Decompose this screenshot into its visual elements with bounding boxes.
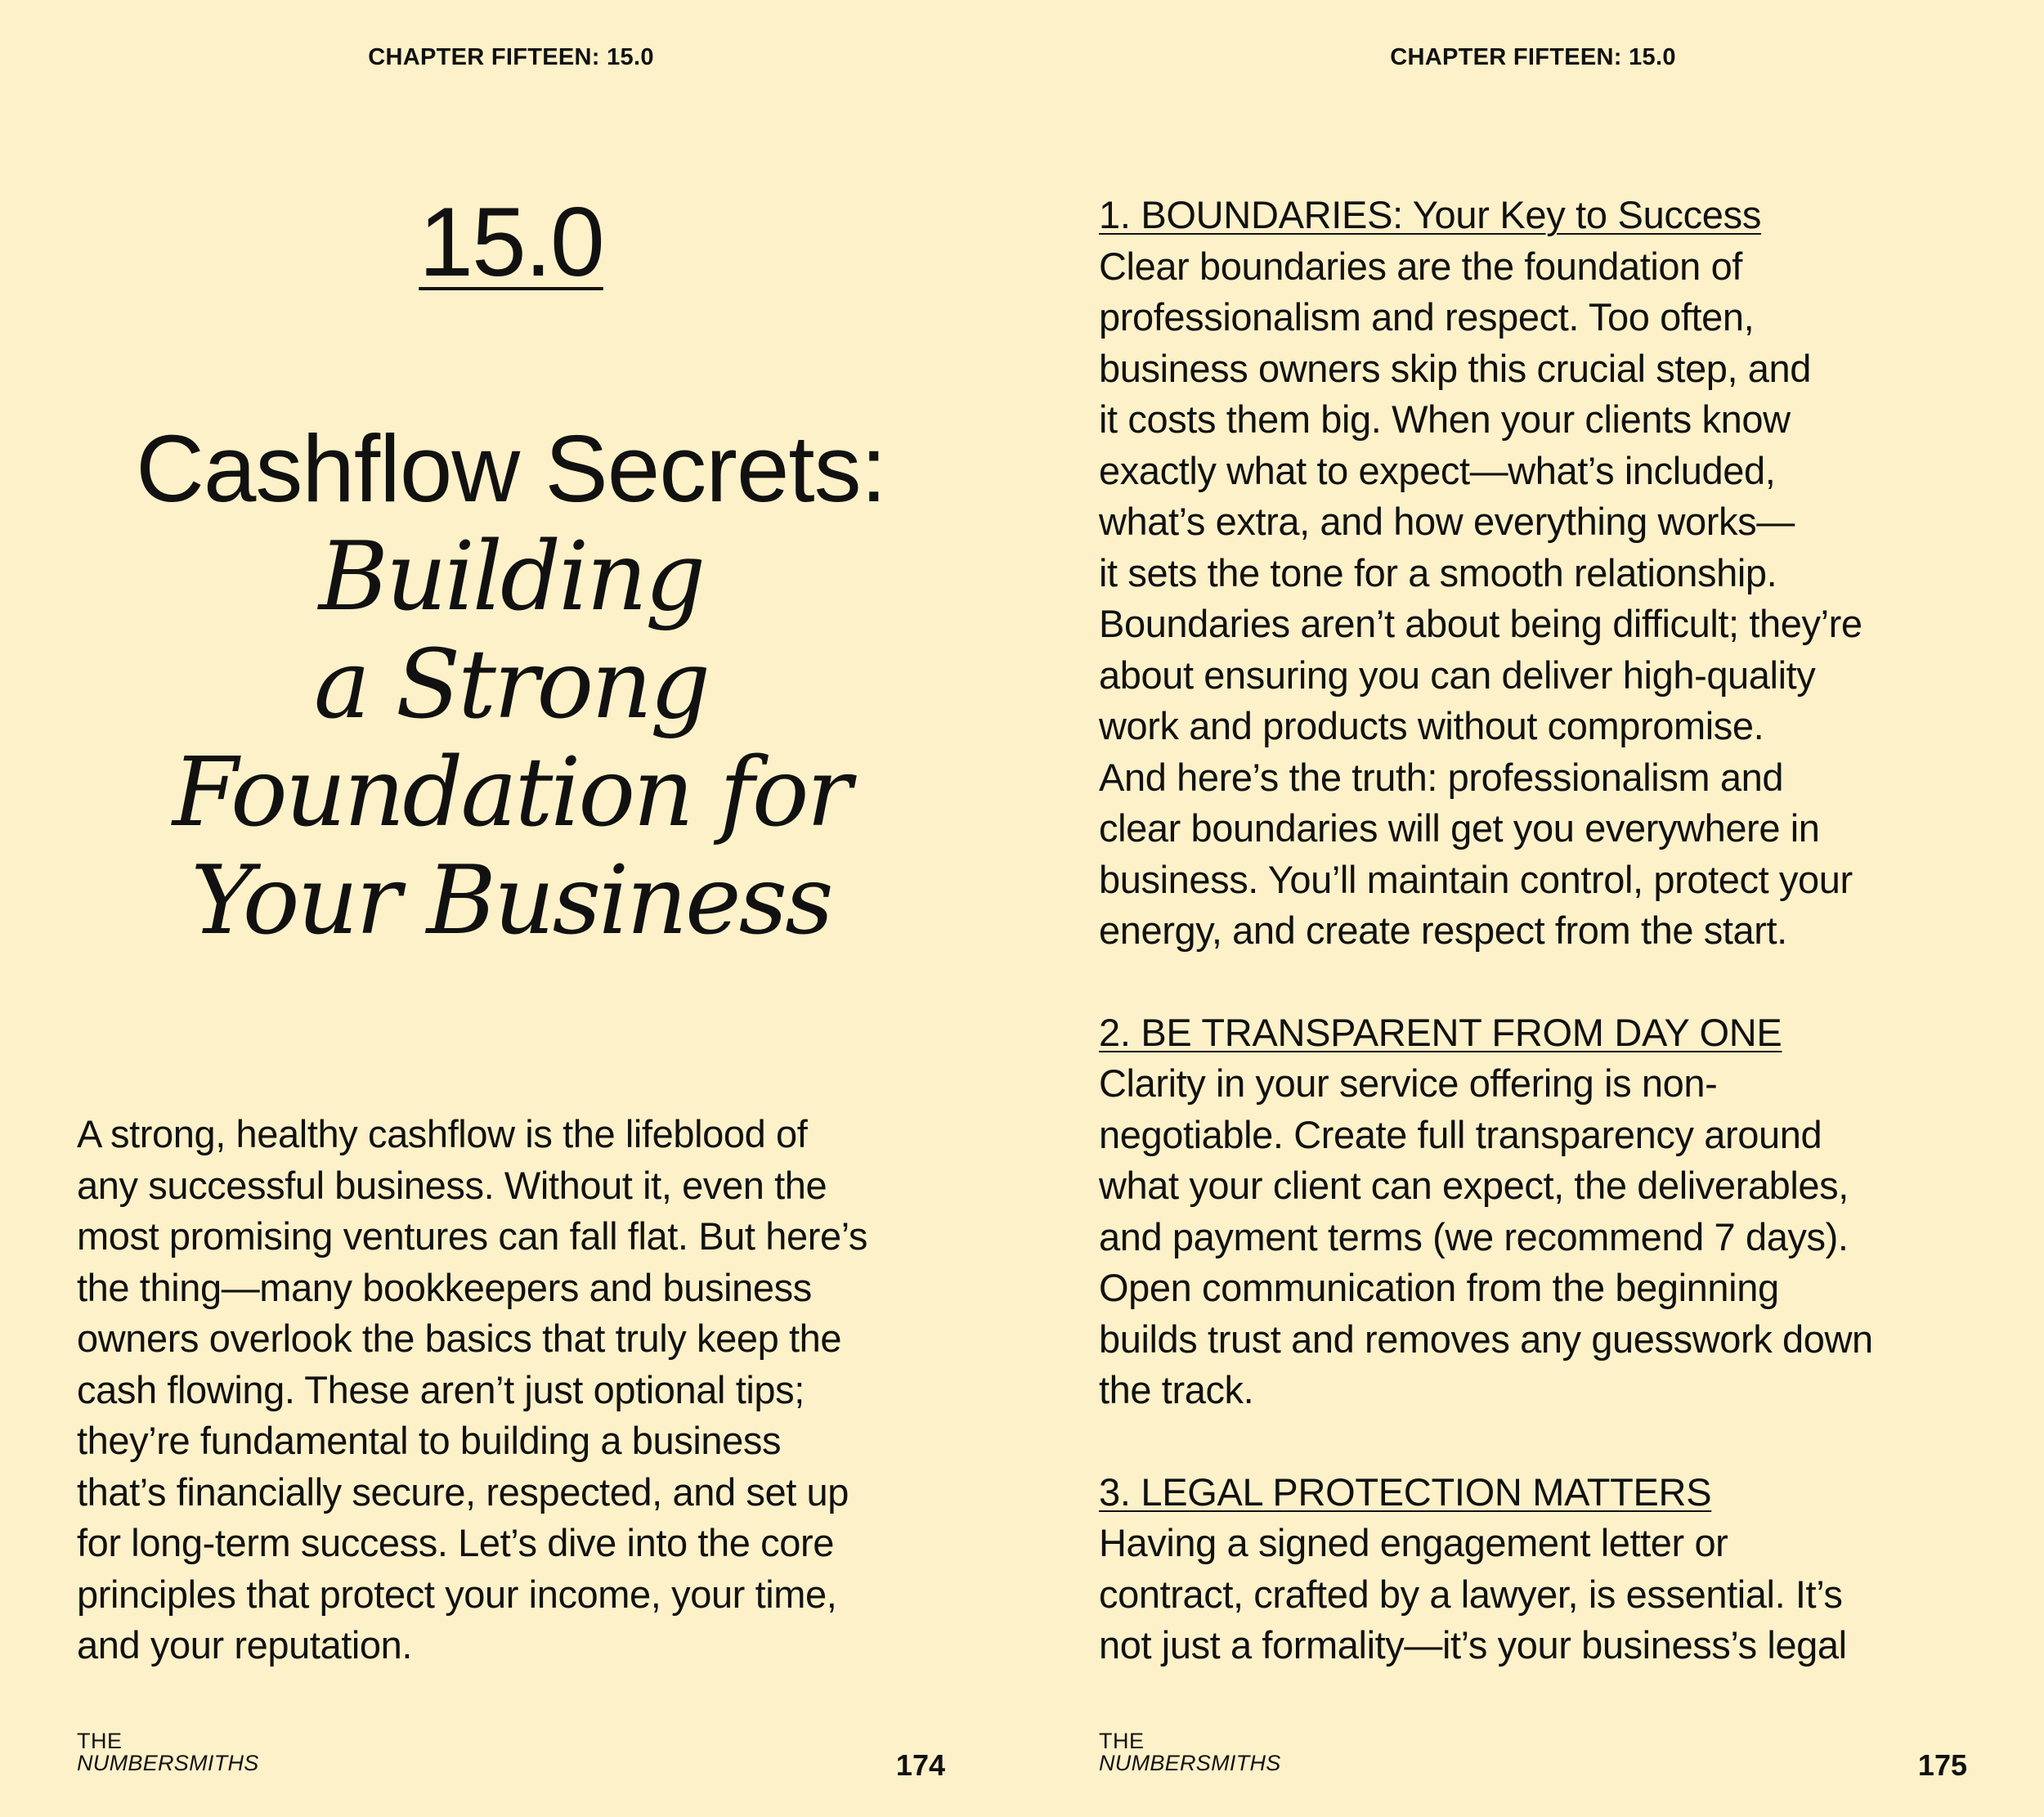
body-line: negotiable. Create full transparency around: [1099, 1112, 1822, 1156]
body-line: energy, and create respect from the start.: [1099, 908, 1787, 952]
logo-line-1: THE: [1099, 1729, 1145, 1753]
intro-line: they’re fundamental to building a business: [77, 1419, 782, 1462]
logo-line-1: THE: [77, 1729, 123, 1753]
body-line: professionalism and respect. Too often,: [1099, 295, 1755, 339]
body-line: business owners skip this crucial step, and: [1099, 346, 1812, 390]
section-body: [1099, 1058, 2006, 1416]
body-line: the track.: [1099, 1368, 1254, 1411]
intro-line: any successful business. Without it, even the: [77, 1163, 827, 1207]
body-line: what your client can expect, the deliverables,: [1099, 1164, 1849, 1207]
body-line: And here’s the truth: professionalism and: [1099, 755, 1784, 799]
numbersmiths-logo: [77, 1730, 259, 1774]
intro-line: for long-term success. Let’s dive into the core: [77, 1521, 834, 1564]
intro-line: most promising ventures can fall flat. But here’s: [77, 1214, 867, 1258]
chapter-number: [0, 187, 1022, 297]
body-line: business. You’ll maintain control, protect your: [1099, 857, 1853, 901]
running-head: CHAPTER FIFTEEN: 15.0: [1390, 44, 1676, 70]
body-line: about ensuring you can deliver high-quality: [1099, 653, 1816, 697]
intro-line: A strong, healthy cashflow is the lifeblood of: [77, 1112, 808, 1155]
logo-line-2: NUMBERSMITHS: [1099, 1751, 1281, 1775]
body-line: exactly what to expect—what’s included,: [1099, 448, 1776, 492]
numbersmiths-logo: [1099, 1730, 1281, 1774]
running-head: CHAPTER FIFTEEN: 15.0: [368, 44, 654, 70]
section-heading: 2. BE TRANSPARENT FROM DAY ONE: [1099, 1010, 1782, 1054]
body-line: clear boundaries will get you everywhere in: [1099, 806, 1820, 850]
logo-line-2: NUMBERSMITHS: [77, 1751, 259, 1775]
section-heading: 1. BOUNDARIES: Your Key to Success: [1099, 193, 1762, 236]
section-transparency: [1099, 1007, 2006, 1416]
chapter-title: Cashflow Secrets:: [136, 415, 886, 522]
body-line: it costs them big. When your clients know: [1099, 397, 1791, 441]
body-line: and payment terms (we recommend 7 days).: [1099, 1214, 1849, 1258]
intro-line: the thing—many bookkeepers and business: [77, 1265, 812, 1309]
body-line: work and products without compromise.: [1099, 704, 1764, 747]
right-page: [1022, 0, 2044, 1817]
body-line: it sets the tone for a smooth relationship.: [1099, 550, 1777, 594]
subtitle-line: a Strong: [313, 630, 709, 740]
body-line: not just a formality—it’s your business’s legal: [1099, 1623, 1847, 1667]
section-legal: [1099, 1467, 2006, 1671]
subtitle-line: Foundation for: [172, 738, 850, 848]
intro-paragraph: [77, 1109, 960, 1671]
section-body: [1099, 241, 2006, 957]
page-number: 175: [1917, 1748, 1967, 1782]
body-line: builds trust and removes any guesswork down: [1099, 1317, 1873, 1361]
body-line: Clear boundaries are the foundation of: [1099, 244, 1742, 288]
body-line: Boundaries aren’t about being difficult; they’re: [1099, 602, 1862, 645]
section-body: [1099, 1518, 2006, 1671]
intro-line: that’s financially secure, respected, and set up: [77, 1469, 849, 1514]
body-line: Clarity in your service offering is non-: [1099, 1061, 1718, 1105]
intro-line: principles that protect your income, your time,: [77, 1572, 837, 1616]
body-line: contract, crafted by a lawyer, is essential. It’s: [1099, 1572, 1843, 1616]
body-line: Having a signed engagement letter or: [1099, 1521, 1728, 1564]
chapter-subtitle: [0, 523, 1022, 955]
page-number: 174: [895, 1748, 945, 1782]
section-boundaries: [1099, 190, 2006, 957]
body-line: Open communication from the beginning: [1099, 1266, 1779, 1309]
subtitle-line: Building: [318, 522, 704, 632]
intro-line: owners overlook the basics that truly keep the: [77, 1317, 842, 1360]
intro-line: and your reputation.: [77, 1623, 413, 1667]
subtitle-line: Your Business: [191, 846, 831, 956]
section-heading: 3. LEGAL PROTECTION MATTERS: [1099, 1469, 1712, 1514]
chapter-number-text: 15.0: [419, 187, 603, 297]
intro-line: cash flowing. These aren’t just optional tips;: [77, 1367, 805, 1411]
sections: [1099, 190, 2006, 1722]
body-line: what’s extra, and how everything works—: [1099, 500, 1795, 543]
